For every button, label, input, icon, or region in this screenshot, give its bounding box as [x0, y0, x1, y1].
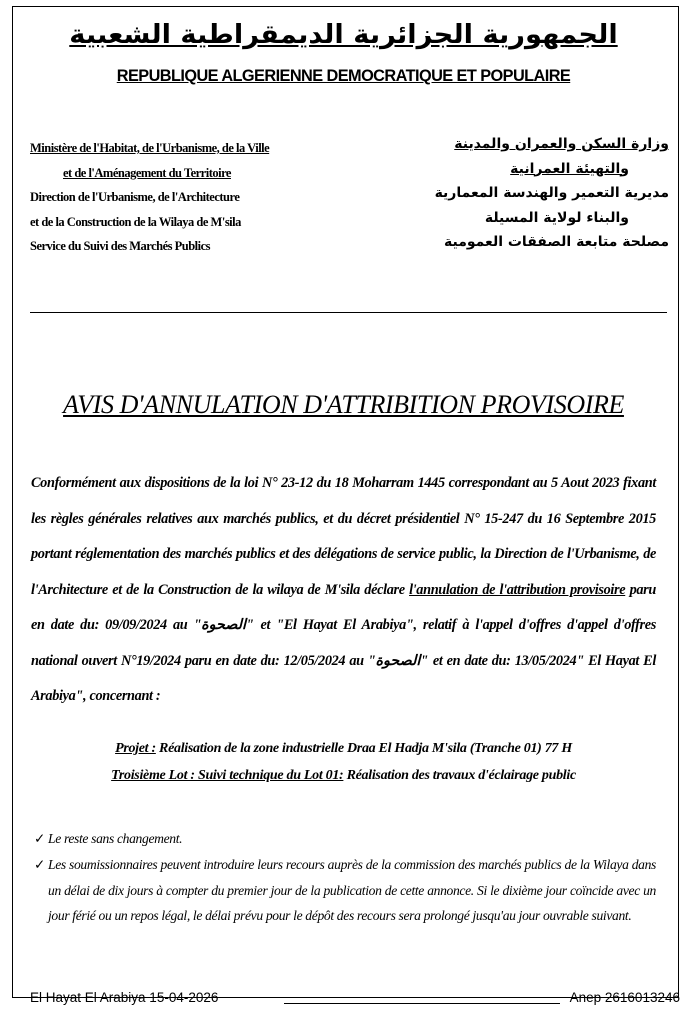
direction-line: et de la Construction de la Wilaya de M'sila [30, 214, 241, 229]
bullet-text: Le reste sans changement. [48, 831, 183, 846]
direction-line-ar: مديرية التعمير والهندسة المعمارية [434, 185, 669, 201]
project-block [0, 735, 687, 789]
list-item [34, 852, 656, 929]
newspaper-date: El Hayat El Arabiya 15-04-2026 [30, 990, 219, 1005]
ministry-line-ar: وزارة السكن والعمران والمدينة [454, 136, 669, 152]
service-line-ar: مصلحة متابعة الصفقات العمومية [444, 234, 669, 250]
bullet-text: Les soumissionnaires peuvent introduire leurs recours auprès de la commission des marchés publics de la Wilaya dans un délai de dix jours à compter du premier jour de la publication de cette annonce. Si le dixième jour coïncide avec un jour férié ou un repos légal, le délai prévu pour le dépôt des recours sera prolongé jusqu'au jour ouvrable suivant. [48, 857, 656, 923]
ministry-line: Ministère de l'Habitat, de l'Urbanisme, de la Ville [30, 141, 270, 155]
annulation-phrase: l'annulation de l'attribution provisoire [409, 581, 626, 598]
direction-line: Direction de l'Urbanisme, de l'Architecture [30, 190, 240, 204]
ministry-line-ar: والتهيئة العمرانية [510, 160, 629, 177]
body-text: Conformément aux dispositions de la loi N° 23-12 du 18 Moharram 1445 correspondant au 5 Aout 2023 fixant les règles générales relatives aux marchés publics, et du décret présidentiel N° 15-247 du 16 Septembre 2015 portant réglementation des marchés publics et des délégations de service public, la Direction de l'Urbanisme, de l'Architecture et de la Construction de la wilaya de M'sila déclare [31, 475, 656, 598]
project-label: Projet : [115, 741, 156, 756]
lot-text: Réalisation des travaux d'éclairage public [343, 768, 576, 783]
service-line: Service du Suivi des Marchés Publics [30, 239, 211, 253]
ministry-line: et de l'Aménagement du Territoire [63, 165, 231, 180]
footer-line [284, 1003, 560, 1004]
lot-label: Troisième Lot : Suivi technique du Lot 01: [111, 768, 344, 783]
publication-footer [14, 990, 680, 1008]
list-item [34, 826, 656, 852]
checkmark-icon: ✓ [34, 831, 46, 846]
arabic-republic-title: الجمهورية الجزائرية الديمقراطية الشعبية [69, 20, 618, 50]
body-text: paru en date du: 09/09/2024 au "الصحوة" et "El Hayat El Arabiya", relatif à l'appel d'offres d'appel d'offres national ouvert N°19/2024 paru en date du: 12/05/2024 au "الصحوة" et en date du: 13/05/2024" El Hayat El Arabiya", concernant : [31, 581, 656, 704]
notice-body [31, 466, 656, 715]
french-republic-title: REPUBLIQUE ALGERIENNE DEMOCRATIQUE ET POPULAIRE [116, 66, 571, 85]
ministry-block-french [30, 136, 330, 259]
notice-title: AVIS D'ANNULATION D'ATTRIBITION PROVISOIRE [63, 390, 624, 419]
anep-reference: Anep 2616013246 [569, 990, 680, 1005]
ministry-block-arabic [419, 132, 669, 255]
project-text: Réalisation de la zone industrielle Draa El Hadja M'sila (Tranche 01) 77 H [155, 741, 572, 756]
header-divider [30, 312, 667, 313]
direction-line-ar: والبناء لولاية المسيلة [484, 209, 629, 226]
checkmark-icon: ✓ [34, 857, 46, 872]
